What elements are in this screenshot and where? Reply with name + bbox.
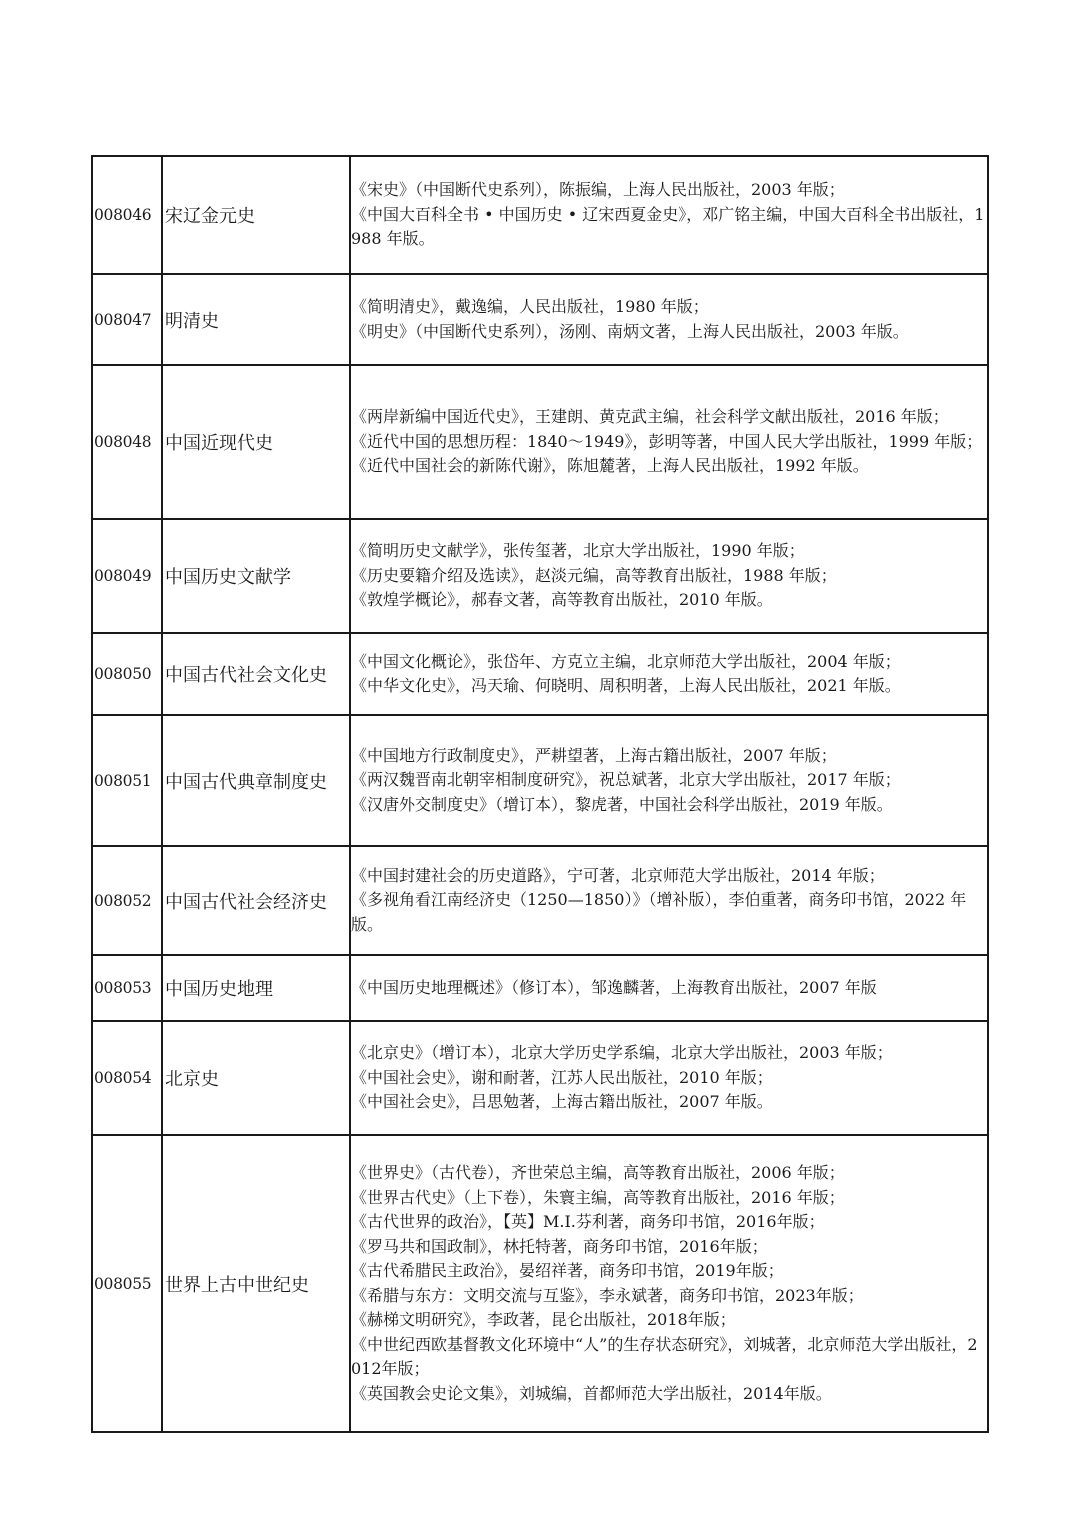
book-entry: 《汉唐外交制度史》（增订本），黎虎著，中国社会科学出版社，2019 年版。 xyxy=(351,794,893,814)
table-row xyxy=(92,955,988,1021)
book-entry: 《中国地方行政制度史》，严耕望著，上海古籍出版社，2007 年版； xyxy=(351,745,837,765)
table-row xyxy=(92,846,988,955)
book-entry: 《中国社会史》，吕思勉著，上海古籍出版社，2007 年版。 xyxy=(351,1092,773,1112)
course-name: 明清史 xyxy=(162,274,350,365)
book-list xyxy=(350,156,988,274)
book-list xyxy=(350,633,988,715)
course-code: 008054 xyxy=(92,1021,162,1135)
course-name: 中国近现代史 xyxy=(162,365,350,519)
table-row xyxy=(92,1135,988,1432)
book-entry: 《近代中国社会的新陈代谢》，陈旭麓著，上海人民出版社，1992 年版。 xyxy=(351,456,869,476)
course-code: 008048 xyxy=(92,365,162,519)
course-name: 世界上古中世纪史 xyxy=(162,1135,350,1432)
book-entry: 《英国教会史论文集》，刘城编，首都师范大学出版社，2014年版。 xyxy=(351,1383,832,1403)
book-entry: 《近代中国的思想历程：1840～1949》，彭明等著，中国人民大学出版社，1999 年版； xyxy=(351,431,983,451)
book-entry: 《中国历史地理概述》（修订本），邹逸麟著，上海教育出版社，2007 年版 xyxy=(351,977,877,997)
course-name: 宋辽金元史 xyxy=(162,156,350,274)
book-entry: 《赫梯文明研究》，李政著，昆仑出版社，2018年版； xyxy=(351,1310,736,1329)
book-entry: 《世界古代史》（上下卷），朱寰主编，高等教育出版社，2016 年版； xyxy=(351,1187,845,1207)
book-list xyxy=(350,955,988,1021)
book-list xyxy=(350,1021,988,1135)
course-code: 008055 xyxy=(92,1135,162,1432)
course-name: 中国古代社会经济史 xyxy=(162,846,350,955)
course-code: 008050 xyxy=(92,633,162,715)
book-entry: 《罗马共和国政制》，林托特著，商务印书馆，2016年版； xyxy=(351,1236,768,1256)
course-code: 008053 xyxy=(92,955,162,1021)
book-list xyxy=(350,274,988,365)
book-entry: 《两岸新编中国近代史》，王建朗、黄克武主编，社会科学文献出版社，2016 年版； xyxy=(351,407,949,427)
course-name: 北京史 xyxy=(162,1021,350,1135)
reading-list-table xyxy=(91,155,989,1433)
book-list xyxy=(350,519,988,633)
table-row xyxy=(92,156,988,274)
book-entry: 《多视角看江南经济史（1250—1850）》（增补版），李伯重著，商务印书馆，2022 年版。 xyxy=(351,890,967,934)
table-row xyxy=(92,365,988,519)
table-row xyxy=(92,274,988,365)
book-entry: 《古代世界的政治》，【英】M.I.芬利著，商务印书馆，2016年版； xyxy=(351,1212,825,1231)
book-entry: 《历史要籍介绍及选读》，赵淡元编，高等教育出版社，1988 年版； xyxy=(351,565,837,585)
book-entry: 《中国大百科全书 • 中国历史 • 辽宋西夏金史》，邓广铭主编，中国大百科全书出版社，1988 年版。 xyxy=(351,204,985,249)
book-entry: 《古代希腊民主政治》，晏绍祥著，商务印书馆，2019年版； xyxy=(351,1261,784,1280)
course-code: 008049 xyxy=(92,519,162,633)
book-entry: 《中国社会史》，谢和耐著，江苏人民出版社，2010 年版； xyxy=(351,1067,773,1087)
book-entry: 《明史》（中国断代史系列），汤刚、南炳文著，上海人民出版社，2003 年版。 xyxy=(351,321,909,341)
table-row xyxy=(92,715,988,846)
book-entry: 《中国封建社会的历史道路》，宁可著，北京师范大学出版社，2014 年版； xyxy=(351,865,885,885)
book-entry: 《敦煌学概论》，郝春文著，高等教育出版社，2010 年版。 xyxy=(351,590,773,610)
course-code: 008047 xyxy=(92,274,162,365)
book-list xyxy=(350,365,988,519)
book-entry: 《两汉魏晋南北朝宰相制度研究》，祝总斌著，北京大学出版社，2017 年版； xyxy=(351,770,901,790)
course-name: 中国古代社会文化史 xyxy=(162,633,350,715)
book-entry: 《宋史》（中国断代史系列），陈振编，上海人民出版社，2003 年版； xyxy=(351,180,845,200)
book-entry: 《简明清史》，戴逸编，人民出版社，1980 年版； xyxy=(351,297,709,316)
table-row xyxy=(92,1021,988,1135)
table-row xyxy=(92,519,988,633)
course-code: 008052 xyxy=(92,846,162,955)
course-name: 中国历史地理 xyxy=(162,955,350,1021)
course-name: 中国历史文献学 xyxy=(162,519,350,633)
book-entry: 《中世纪西欧基督教文化环境中“人”的生存状态研究》，刘城著，北京师范大学出版社，2012年版； xyxy=(351,1334,978,1378)
course-code: 008051 xyxy=(92,715,162,846)
course-code: 008046 xyxy=(92,156,162,274)
table-row xyxy=(92,633,988,715)
book-entry: 《中华文化史》，冯天瑜、何晓明、周积明著，上海人民出版社，2021 年版。 xyxy=(351,676,901,695)
course-name: 中国古代典章制度史 xyxy=(162,715,350,846)
book-list xyxy=(350,1135,988,1432)
book-list xyxy=(350,846,988,955)
book-entry: 《北京史》（增订本），北京大学历史学系编，北京大学出版社，2003 年版； xyxy=(351,1043,893,1063)
book-list xyxy=(350,715,988,846)
book-entry: 《世界史》（古代卷），齐世荣总主编，高等教育出版社，2006 年版； xyxy=(351,1163,845,1182)
book-entry: 《简明历史文献学》，张传玺著，北京大学出版社，1990 年版； xyxy=(351,541,805,561)
book-entry: 《中国文化概论》，张岱年、方克立主编，北京师范大学出版社，2004 年版； xyxy=(351,651,901,671)
book-entry: 《希腊与东方：文明交流与互鉴》，李永斌著，商务印书馆，2023年版； xyxy=(351,1285,864,1305)
